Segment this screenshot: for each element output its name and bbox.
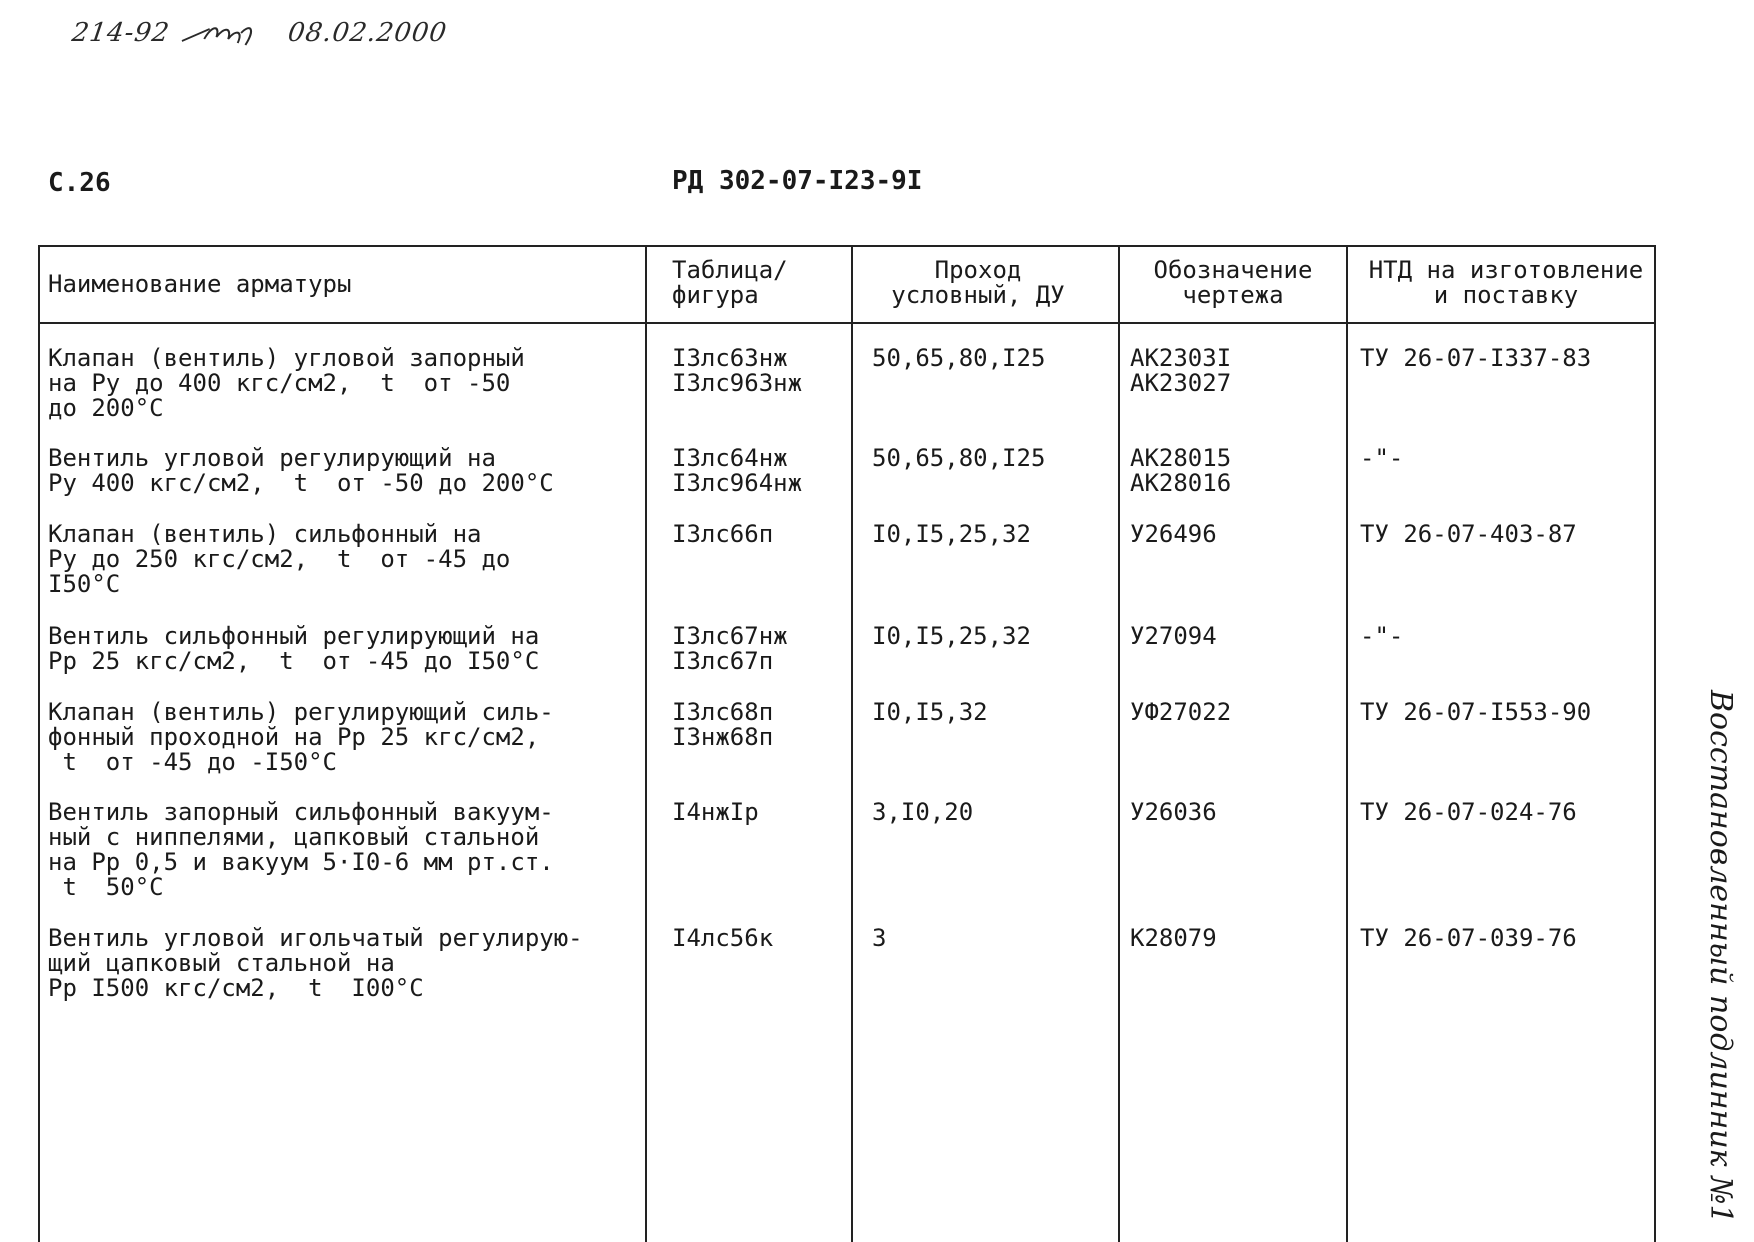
row-figure: I3лс66п xyxy=(672,520,774,548)
row-du: 50,65,80,I25 xyxy=(872,344,1046,372)
handwritten-note xyxy=(70,18,449,49)
row-figure: I4нжIр xyxy=(672,798,759,826)
column-divider xyxy=(1346,245,1348,1242)
row-du: 3 xyxy=(872,924,887,952)
row-drawing: УФ27022 xyxy=(1130,698,1232,726)
column-header-ntd: НТД на изготовление и поставку xyxy=(1368,256,1644,309)
row-drawing: У26036 xyxy=(1130,798,1217,826)
document-code: РД 302-07-I23-9I xyxy=(672,166,923,196)
row-drawing: У26496 xyxy=(1130,520,1217,548)
column-divider xyxy=(1118,245,1120,1242)
signature-icon xyxy=(177,19,281,49)
row-du: I0,I5,32 xyxy=(872,698,988,726)
row-figure: I3лс64нж I3лс964нж xyxy=(672,444,803,497)
row-name: Клапан (вентиль) регулирующий силь- фонный проходной на Рр 25 кгс/см2, t от -45 до -I50°С xyxy=(48,698,554,776)
row-ntd: -"- xyxy=(1360,444,1404,472)
row-ntd: ТУ 26-07-039-76 xyxy=(1360,924,1577,952)
row-drawing: АК2303I АК23027 xyxy=(1130,344,1232,397)
row-ntd: ТУ 26-07-403-87 xyxy=(1360,520,1577,548)
row-figure: I3лс67нж I3лс67п xyxy=(672,622,788,675)
row-ntd: ТУ 26-07-I337-83 xyxy=(1360,344,1592,372)
row-name: Клапан (вентиль) угловой запорный на Ру до 400 кгс/см2, t от -50 до 200°С xyxy=(48,344,525,422)
handwritten-ref: 214-92 xyxy=(69,18,172,48)
column-divider xyxy=(851,245,853,1242)
row-ntd: ТУ 26-07-024-76 xyxy=(1360,798,1577,826)
row-drawing: К28079 xyxy=(1130,924,1217,952)
row-figure: I4лс56к xyxy=(672,924,774,952)
row-ntd: -"- xyxy=(1360,622,1404,650)
column-header-drawing: Обозначение чертежа xyxy=(1153,256,1313,309)
side-note: Восстановленный подлинник №1 xyxy=(1703,690,1738,1224)
row-figure: I3лс63нж I3лс963нж xyxy=(672,344,803,397)
row-figure: I3лс68п I3нж68п xyxy=(672,698,774,751)
row-name: Вентиль сильфонный регулирующий на Рр 25 кгс/см2, t от -45 до I50°С xyxy=(48,622,540,675)
handwritten-date: 08.02.2000 xyxy=(285,18,450,48)
column-header-du: Проход условный, ДУ xyxy=(891,256,1065,309)
column-header-name: Наименование арматуры xyxy=(48,270,352,298)
row-name: Вентиль угловой игольчатый регулирую- щий цапковый стальной на Рр I500 кгс/см2, t I00°С xyxy=(48,924,583,1002)
row-du: 3,I0,20 xyxy=(872,798,974,826)
row-drawing: АК28015 АК28016 xyxy=(1130,444,1232,497)
row-drawing: У27094 xyxy=(1130,622,1217,650)
header-divider xyxy=(38,322,1656,324)
row-du: I0,I5,25,32 xyxy=(872,622,1031,650)
row-ntd: ТУ 26-07-I553-90 xyxy=(1360,698,1592,726)
page-number: С.26 xyxy=(48,168,111,198)
row-du: 50,65,80,I25 xyxy=(872,444,1046,472)
row-name: Вентиль запорный сильфонный вакуум- ный с ниппелями, цапковый стальной на Рр 0,5 и вакуум 5·I0-6 мм рт.ст. t 50°С xyxy=(48,798,554,901)
row-name: Вентиль угловой регулирующий на Ру 400 кгс/см2, t от -50 до 200°С xyxy=(48,444,554,497)
row-du: I0,I5,25,32 xyxy=(872,520,1031,548)
row-name: Клапан (вентиль) сильфонный на Ру до 250 кгс/см2, t от -45 до I50°С xyxy=(48,520,511,598)
column-divider xyxy=(645,245,647,1242)
column-header-figure: Таблица/ фигура xyxy=(672,256,788,309)
